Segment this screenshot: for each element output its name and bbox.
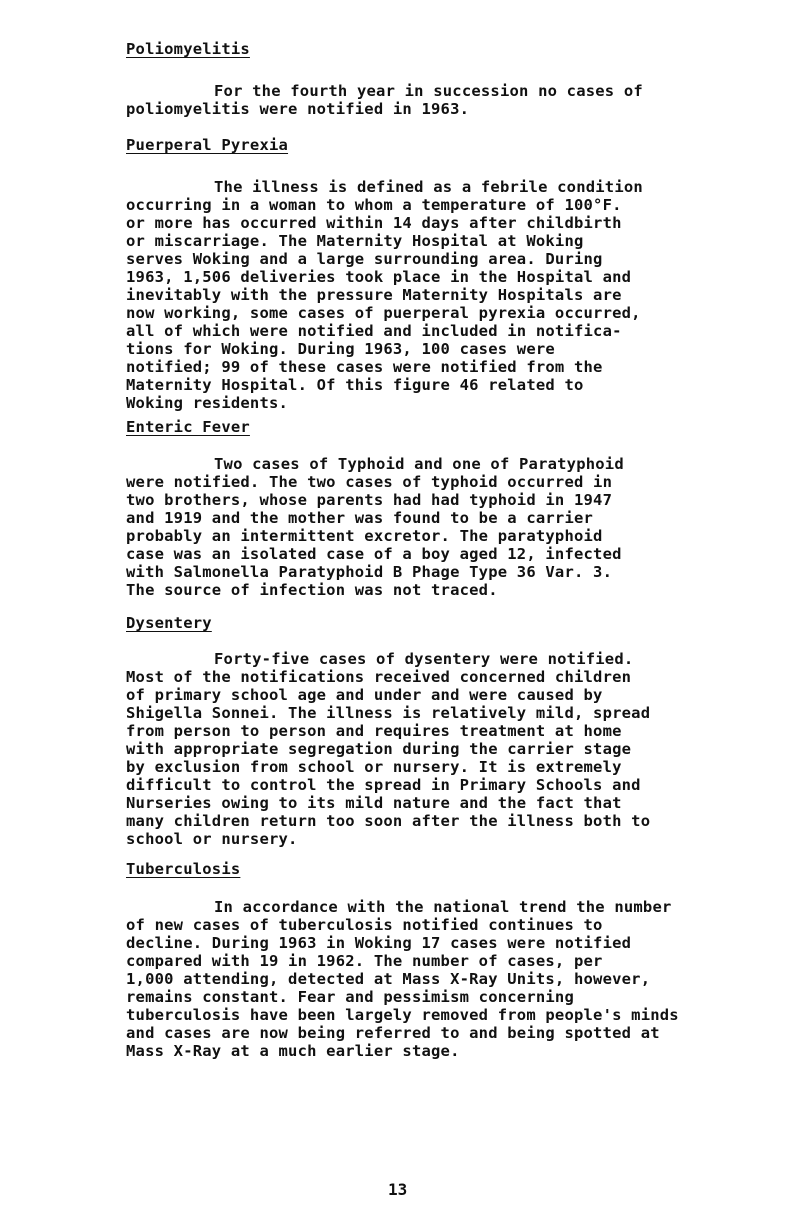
paragraph-line: Two cases of Typhoid and one of Paratyphoid bbox=[214, 455, 624, 473]
paragraph-line: Shigella Sonnei. The illness is relatively mild, spread bbox=[126, 704, 651, 722]
paragraph-line: For the fourth year in succession no cases of bbox=[214, 82, 643, 100]
paragraph-line: 1,000 attending, detected at Mass X-Ray Units, however, bbox=[126, 970, 651, 988]
section-heading-puerperal-pyrexia: Puerperal Pyrexia bbox=[126, 136, 289, 154]
paragraph-line: or more has occurred within 14 days after childbirth bbox=[126, 214, 622, 232]
paragraph-line: of new cases of tuberculosis notified continues to bbox=[126, 916, 603, 934]
paragraph-line: poliomyelitis were notified in 1963. bbox=[126, 100, 470, 118]
paragraph-line: Most of the notifications received concerned children bbox=[126, 668, 632, 686]
paragraph-line: occurring in a woman to whom a temperature of 100°F. bbox=[126, 196, 622, 214]
paragraph-line: were notified. The two cases of typhoid occurred in bbox=[126, 473, 613, 491]
paragraph-line: and cases are now being referred to and being spotted at bbox=[126, 1024, 660, 1042]
paragraph-line: case was an isolated case of a boy aged 12, infected bbox=[126, 545, 622, 563]
paragraph-line: school or nursery. bbox=[126, 830, 298, 848]
paragraph-line: notified; 99 of these cases were notified from the bbox=[126, 358, 603, 376]
paragraph-line: decline. During 1963 in Woking 17 cases were notified bbox=[126, 934, 632, 952]
paragraph-line: Forty-five cases of dysentery were notified. bbox=[214, 650, 634, 668]
paragraph-line: with Salmonella Paratyphoid B Phage Type 36 Var. 3. bbox=[126, 563, 613, 581]
paragraph-line: The illness is defined as a febrile condition bbox=[214, 178, 643, 196]
paragraph-line: serves Woking and a large surrounding area. During bbox=[126, 250, 603, 268]
paragraph-line: The source of infection was not traced. bbox=[126, 581, 498, 599]
paragraph-line: tuberculosis have been largely removed from people's minds bbox=[126, 1006, 679, 1024]
paragraph-line: many children return too soon after the illness both to bbox=[126, 812, 651, 830]
paragraph-line: of primary school age and under and were caused by bbox=[126, 686, 603, 704]
paragraph-line: 1963, 1,506 deliveries took place in the Hospital and bbox=[126, 268, 632, 286]
paragraph-line: or miscarriage. The Maternity Hospital at Woking bbox=[126, 232, 584, 250]
paragraph-line: two brothers, whose parents had had typhoid in 1947 bbox=[126, 491, 613, 509]
page-number: 13 bbox=[388, 1180, 408, 1199]
paragraph-line: from person to person and requires treatment at home bbox=[126, 722, 622, 740]
paragraph-line: with appropriate segregation during the carrier stage bbox=[126, 740, 632, 758]
section-heading-poliomyelitis: Poliomyelitis bbox=[126, 40, 250, 58]
section-heading-enteric-fever: Enteric Fever bbox=[126, 418, 250, 436]
paragraph-line: Maternity Hospital. Of this figure 46 related to bbox=[126, 376, 584, 394]
paragraph-line: and 1919 and the mother was found to be a carrier bbox=[126, 509, 594, 527]
paragraph-line: probably an intermittent excretor. The paratyphoid bbox=[126, 527, 603, 545]
paragraph-line: Woking residents. bbox=[126, 394, 289, 412]
paragraph-line: remains constant. Fear and pessimism concerning bbox=[126, 988, 574, 1006]
paragraph-line: Nurseries owing to its mild nature and the fact that bbox=[126, 794, 622, 812]
paragraph-line: now working, some cases of puerperal pyrexia occurred, bbox=[126, 304, 641, 322]
paragraph-line: In accordance with the national trend the number bbox=[214, 898, 672, 916]
paragraph-line: inevitably with the pressure Maternity Hospitals are bbox=[126, 286, 622, 304]
paragraph-line: all of which were notified and included in notifica- bbox=[126, 322, 622, 340]
paragraph-line: compared with 19 in 1962. The number of cases, per bbox=[126, 952, 603, 970]
paragraph-line: tions for Woking. During 1963, 100 cases were bbox=[126, 340, 555, 358]
paragraph-line: by exclusion from school or nursery. It is extremely bbox=[126, 758, 622, 776]
paragraph-line: difficult to control the spread in Primary Schools and bbox=[126, 776, 641, 794]
paragraph-line: Mass X-Ray at a much earlier stage. bbox=[126, 1042, 460, 1060]
section-heading-dysentery: Dysentery bbox=[126, 614, 212, 632]
section-heading-tuberculosis: Tuberculosis bbox=[126, 860, 241, 878]
